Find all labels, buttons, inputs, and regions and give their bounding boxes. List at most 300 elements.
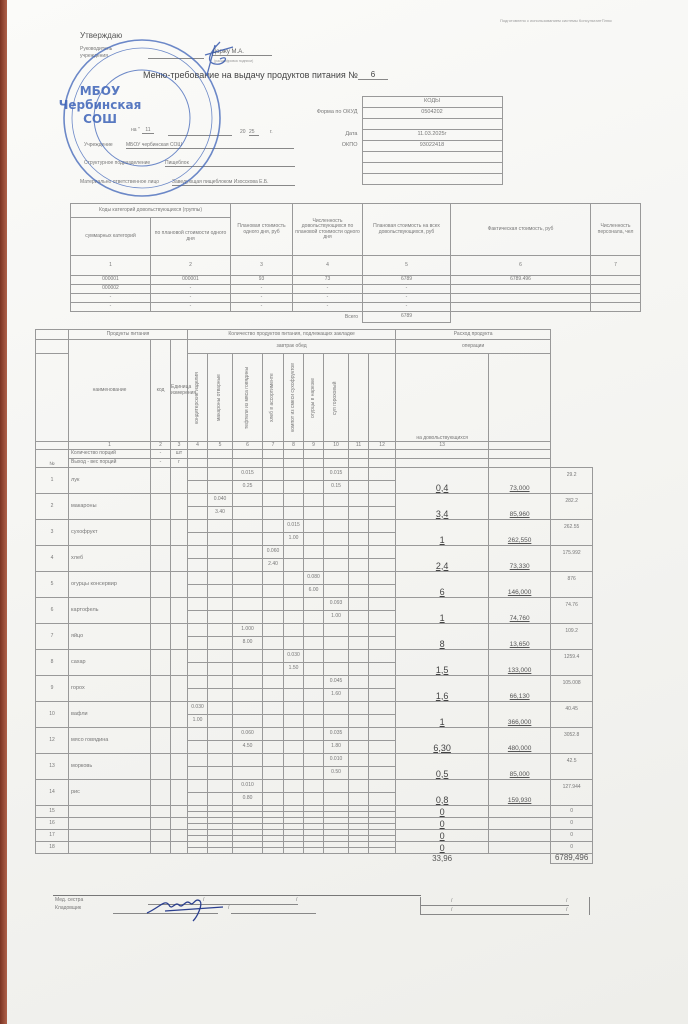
sum-cell: 262.55: [551, 520, 593, 546]
norm-cell: 0.045: [324, 676, 349, 689]
okud-value: 0504202: [362, 108, 502, 119]
quantity-cell: [233, 585, 263, 598]
dish-header: [324, 354, 349, 442]
norm-cell: 0.040: [208, 494, 233, 507]
quantity-cell: 0.15: [324, 481, 349, 494]
norm-cell: [188, 546, 208, 559]
struct-label: Структурное подразделение: [84, 160, 151, 166]
quantity-cell: [263, 689, 284, 702]
date-code-label: Дата: [345, 131, 358, 138]
norm-cell: [284, 624, 304, 637]
total-quantity-cell: [396, 494, 489, 520]
responsible-value: Заведующая пищеблоком Изосскова Е.Б.: [172, 179, 295, 186]
price-cell: [489, 598, 551, 624]
quantity-cell: [369, 715, 396, 728]
dish-name: макароны отварные: [216, 374, 223, 421]
sum-cell: 3052.8: [551, 728, 593, 754]
menu-number: 6: [358, 70, 388, 80]
norm-cell: [324, 624, 349, 637]
quantity-cell: [349, 611, 369, 624]
quantity-cell: [263, 793, 284, 806]
product-name: хлеб: [69, 546, 151, 572]
quantity-cell: [284, 585, 304, 598]
row-number: 8: [36, 650, 69, 676]
norm-cell: [263, 780, 284, 793]
norm-cell: [369, 676, 396, 689]
norm-cell: [208, 520, 233, 533]
price: 146,000: [507, 589, 532, 597]
column-number: 3: [231, 256, 293, 276]
total-quantity: 1,6: [435, 690, 449, 701]
column-number: 8: [284, 442, 304, 450]
quantity-cell: [284, 715, 304, 728]
norm-cell: [304, 598, 324, 611]
product-name: вафли: [69, 702, 151, 728]
norm-cell: [208, 650, 233, 663]
total-quantity-cell: [396, 546, 489, 572]
quantity-cell: [188, 741, 208, 754]
norm-cell: [284, 468, 304, 481]
norm-cell: [304, 754, 324, 767]
product-code: [151, 468, 171, 494]
quantity-cell: [369, 637, 396, 650]
norm-cell: 0.030: [284, 650, 304, 663]
category-cell: [591, 303, 641, 312]
date-prefix: на ": [131, 127, 140, 133]
quantity-cell: [324, 533, 349, 546]
product-unit: [171, 780, 188, 806]
norm-cell: [369, 650, 396, 663]
dish-header: [349, 354, 369, 442]
column-number: 4: [293, 256, 363, 276]
quantity-cell: [304, 767, 324, 780]
quantity-cell: [284, 481, 304, 494]
total-quantity-cell: [396, 520, 489, 546]
column-number: 7: [591, 256, 641, 276]
norm-cell: [369, 520, 396, 533]
product-unit: [171, 572, 188, 598]
product-code: [151, 520, 171, 546]
price: 366,000: [507, 719, 532, 727]
sum-cell: 1259.4: [551, 650, 593, 676]
code-header: код: [151, 340, 171, 442]
header-summary-categories: суммарных категорий: [71, 218, 151, 256]
name-header: наименование: [69, 340, 151, 442]
footer-right-box: [420, 897, 590, 915]
date-year: 25: [249, 129, 259, 136]
total-quantity: 6,30: [433, 742, 451, 753]
total-quantity: 1: [439, 534, 445, 545]
total-quantity: 0,4: [435, 482, 449, 493]
dish-header: [284, 354, 304, 442]
total-quantity: 0: [439, 818, 445, 829]
category-group-header: Коды категорий довольствующихся (группы): [71, 204, 231, 218]
product-unit: [171, 650, 188, 676]
quantity-cell: [369, 533, 396, 546]
product-name: горох: [69, 676, 151, 702]
column-number: 6: [451, 256, 591, 276]
quantity-cell: 0.80: [233, 793, 263, 806]
product-name: лук: [69, 468, 151, 494]
head-label-2: учреждения: [80, 53, 108, 59]
price-cell: [489, 676, 551, 702]
total-quantity-cell: [396, 818, 489, 830]
total-quantity: 1: [439, 716, 445, 727]
norm-cell: [233, 572, 263, 585]
quantity-cell: [263, 507, 284, 520]
slash: /: [228, 905, 230, 911]
quantity-cell: 3.40: [208, 507, 233, 520]
norm-cell: [324, 780, 349, 793]
price: 73,330: [509, 563, 530, 571]
norm-cell: [284, 676, 304, 689]
okpo-label: ОКПО: [341, 142, 358, 149]
category-row: [71, 276, 641, 285]
norm-cell: [369, 624, 396, 637]
norm-cell: [208, 546, 233, 559]
quantity-cell: [233, 611, 263, 624]
total-quantity-cell: [396, 806, 489, 818]
quantity-cell: [324, 793, 349, 806]
norm-cell: [369, 598, 396, 611]
products-header: Продукты питания: [69, 330, 188, 340]
total-quantity: 1: [439, 612, 445, 623]
quantity-cell: [233, 715, 263, 728]
quantity-header: Количество продуктов питания, подлежащих закладке: [188, 330, 396, 340]
norm-cell: [304, 468, 324, 481]
price: 13,650: [509, 641, 530, 649]
quantity-cell: [304, 793, 324, 806]
product-name: рис: [69, 780, 151, 806]
norm-cell: [284, 546, 304, 559]
norm-cell: [208, 702, 233, 715]
norm-cell: 0.030: [188, 702, 208, 715]
quantity-cell: [369, 507, 396, 520]
header-planned-cost-day: Плановая стоимость одного дня, руб: [231, 204, 293, 256]
quantity-cell: [284, 611, 304, 624]
quantity-cell: [208, 689, 233, 702]
price-cell: [489, 520, 551, 546]
quantity-cell: [188, 481, 208, 494]
portions-unit: шт: [171, 450, 188, 459]
product-unit: [171, 818, 188, 830]
price: 85,000: [509, 771, 530, 779]
slash: /: [566, 907, 568, 913]
product-unit: [171, 468, 188, 494]
norm-cell: [369, 728, 396, 741]
portions-label: Количество порций: [69, 450, 151, 459]
yield-unit: г: [171, 459, 188, 468]
product-unit: [171, 702, 188, 728]
dish-name: тефтели из мяса говядины: [243, 366, 250, 429]
sum-cell: 127.944: [551, 780, 593, 806]
price-cell: [489, 624, 551, 650]
row-number: 4: [36, 546, 69, 572]
total-quantity-cell: [396, 676, 489, 702]
norm-cell: [208, 598, 233, 611]
total-quantity: 0,8: [435, 794, 449, 805]
price-cell: [489, 702, 551, 728]
header-count-planned: Численность довольствующихся по плановой стоимости одного дня: [293, 204, 363, 256]
operations-header: операции: [396, 340, 551, 354]
quantity-cell: 1.00: [284, 533, 304, 546]
quantity-cell: [349, 663, 369, 676]
product-name: сухофрукт: [69, 520, 151, 546]
column-number: 2: [151, 442, 171, 450]
quantity-cell: 4.50: [233, 741, 263, 754]
product-unit: [171, 624, 188, 650]
categories-table: [70, 203, 641, 323]
table-cell: [551, 442, 593, 450]
header-by-planned-cost: по плановой стоимости одного дня: [151, 218, 231, 256]
column-number: 2: [151, 256, 231, 276]
dish-name: огурцы в нарезке: [309, 377, 316, 418]
row-number: 6: [36, 598, 69, 624]
approve-label: Утверждаю: [80, 31, 123, 40]
product-unit: [171, 520, 188, 546]
category-cell: 000002: [71, 285, 151, 294]
price: 480,000: [507, 745, 532, 753]
product-name: [69, 842, 151, 854]
row-number: 5: [36, 572, 69, 598]
quantity-cell: [304, 741, 324, 754]
quantity-cell: [304, 481, 324, 494]
quantity-cell: [208, 559, 233, 572]
header-staff-count: Численность персонала, чел: [591, 204, 641, 256]
category-cell: 6789: [363, 276, 451, 285]
category-cell: -: [293, 285, 363, 294]
category-row: [71, 285, 641, 294]
row-number: 14: [36, 780, 69, 806]
quantity-cell: [349, 507, 369, 520]
quantity-cell: [233, 663, 263, 676]
quantity-cell: 1.00: [188, 715, 208, 728]
norm-cell: [284, 754, 304, 767]
category-cell: -: [71, 303, 151, 312]
quantity-cell: [263, 611, 284, 624]
sum-cell: 0: [551, 818, 593, 830]
quantity-cell: [263, 767, 284, 780]
quantity-cell: [324, 507, 349, 520]
quantity-cell: [208, 767, 233, 780]
norm-cell: [304, 546, 324, 559]
norm-cell: [263, 598, 284, 611]
norm-cell: [188, 780, 208, 793]
quantity-cell: [263, 533, 284, 546]
total-quantity-cell: [396, 702, 489, 728]
total-quantity: 0,5: [435, 768, 449, 779]
product-code: [151, 598, 171, 624]
signer-name: Доржу М.А.: [212, 49, 272, 56]
quantity-cell: [369, 689, 396, 702]
row-number: 13: [36, 754, 69, 780]
product-row: [36, 520, 593, 533]
column-number: 5: [363, 256, 451, 276]
norm-cell: 0.093: [324, 598, 349, 611]
slash: /: [203, 897, 205, 903]
row-number: 16: [36, 818, 69, 830]
price: 262,550: [507, 537, 532, 545]
category-cell: -: [231, 285, 293, 294]
quantity-cell: [304, 637, 324, 650]
quantity-cell: [263, 715, 284, 728]
column-number: 4: [188, 442, 208, 450]
norm-cell: [304, 728, 324, 741]
norm-cell: [349, 468, 369, 481]
product-code: [151, 806, 171, 818]
responsible-label: Материально ответственное лицо: [80, 179, 160, 185]
column-number: 9: [304, 442, 324, 450]
norm-cell: [349, 572, 369, 585]
norm-cell: [324, 650, 349, 663]
category-cell: -: [363, 294, 451, 303]
category-cell: -: [231, 303, 293, 312]
quantity-cell: 6.00: [304, 585, 324, 598]
norm-cell: [304, 780, 324, 793]
norm-cell: 0.015: [284, 520, 304, 533]
dish-name: хлеб в ассортименте: [269, 373, 276, 422]
norm-cell: [208, 780, 233, 793]
quantity-cell: [349, 481, 369, 494]
product-code: [151, 780, 171, 806]
norm-cell: 0.060: [263, 546, 284, 559]
quantity-cell: [188, 663, 208, 676]
category-cell: [591, 294, 641, 303]
footer-sign-block: [53, 895, 421, 914]
product-code: [151, 676, 171, 702]
meals-header: завтрак обед: [188, 340, 396, 354]
dish-header: [208, 354, 233, 442]
category-cell: [451, 303, 591, 312]
price-cell: [489, 494, 551, 520]
product-name: [69, 818, 151, 830]
sum-cell: 282.2: [551, 494, 593, 520]
norm-cell: [284, 780, 304, 793]
quantity-cell: [284, 637, 304, 650]
norm-cell: [263, 728, 284, 741]
table-cell: [551, 354, 593, 442]
product-unit: [171, 546, 188, 572]
norm-cell: [324, 494, 349, 507]
norm-cell: [349, 650, 369, 663]
total-quantity-cell: [396, 624, 489, 650]
codes-table: [300, 96, 503, 185]
table-cell: [489, 442, 551, 450]
product-unit: [171, 830, 188, 842]
quantity-cell: 0.50: [324, 767, 349, 780]
norm-cell: [208, 468, 233, 481]
product-unit: [171, 806, 188, 818]
product-row: [36, 650, 593, 663]
table-cell: [36, 442, 69, 450]
portions-code: -: [151, 450, 171, 459]
date-day: 11: [142, 127, 154, 134]
sum-cell: 0: [551, 830, 593, 842]
product-row: [36, 468, 593, 481]
quantity-cell: [188, 689, 208, 702]
quantity-cell: [208, 533, 233, 546]
norm-cell: [188, 520, 208, 533]
norm-cell: [233, 494, 263, 507]
table-cell: [71, 312, 293, 323]
category-cell: 000001: [71, 276, 151, 285]
norm-cell: [263, 520, 284, 533]
page-title: Меню-требование на выдачу продуктов питания №: [143, 70, 358, 80]
product-row: [36, 624, 593, 637]
quantity-cell: [369, 481, 396, 494]
product-row: [36, 546, 593, 559]
price-cell: [489, 806, 551, 818]
total-quantity: 2,4: [435, 560, 449, 571]
total-quantity-cell: [396, 572, 489, 598]
product-unit: [171, 754, 188, 780]
organization-stamp: [55, 30, 230, 205]
quantity-cell: [369, 585, 396, 598]
norm-cell: [324, 520, 349, 533]
quantity-cell: 1.80: [324, 741, 349, 754]
quantity-cell: [369, 663, 396, 676]
quantity-cell: [263, 481, 284, 494]
norm-cell: [304, 520, 324, 533]
product-row: [36, 702, 593, 715]
norm-cell: [188, 624, 208, 637]
stamp-line-3: СОШ: [83, 112, 117, 126]
category-cell: -: [293, 303, 363, 312]
dish-header: [233, 354, 263, 442]
price: 159,930: [507, 797, 532, 805]
norm-cell: [349, 780, 369, 793]
dish-name: кондитерские изделия: [193, 371, 200, 424]
quantity-cell: [369, 741, 396, 754]
quantity-cell: [369, 793, 396, 806]
price-cell: [489, 818, 551, 830]
norm-cell: [304, 702, 324, 715]
category-cell: -: [151, 285, 231, 294]
watermark-text: Подготовлено с использованием системы КонсультантПлюс: [500, 18, 612, 23]
total-quantity-cell: [396, 780, 489, 806]
sum-cell: 42.5: [551, 754, 593, 780]
norm-cell: [233, 702, 263, 715]
quantity-cell: [188, 793, 208, 806]
norm-cell: [324, 572, 349, 585]
quantity-cell: [304, 533, 324, 546]
product-row: [36, 494, 593, 507]
total-quantity: 8: [439, 638, 445, 649]
product-row: [36, 598, 593, 611]
norm-cell: [369, 754, 396, 767]
category-cell: -: [363, 285, 451, 294]
quantity-cell: [188, 767, 208, 780]
column-number: 11: [349, 442, 369, 450]
number-header: №: [36, 450, 69, 468]
total-quantity-cell: [396, 650, 489, 676]
product-name: сахар: [69, 650, 151, 676]
dish-header: [304, 354, 324, 442]
quantity-cell: 2.40: [263, 559, 284, 572]
slash: /: [451, 898, 453, 904]
product-name: огурцы консервир: [69, 572, 151, 598]
quantity-cell: [233, 767, 263, 780]
price: 73,000: [509, 485, 530, 493]
category-row: [71, 303, 641, 312]
norm-cell: [188, 598, 208, 611]
product-unit: [171, 494, 188, 520]
price-cell: [489, 728, 551, 754]
quantity-cell: [233, 533, 263, 546]
header-actual-cost: Фактическая стоимость, руб: [451, 204, 591, 256]
quantity-cell: [208, 715, 233, 728]
norm-cell: [188, 572, 208, 585]
